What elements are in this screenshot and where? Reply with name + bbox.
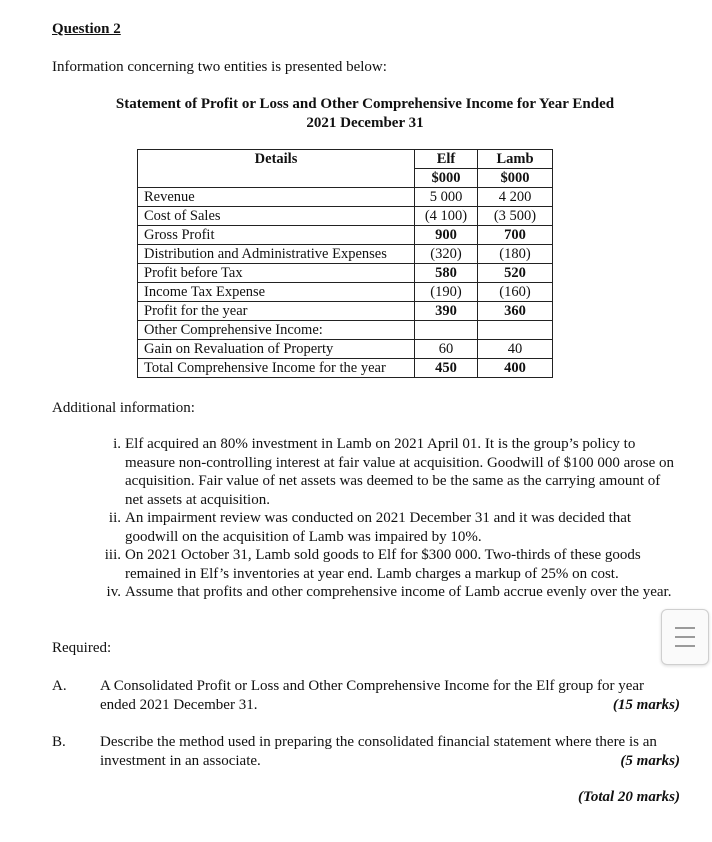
required-heading: Required: [52,640,112,656]
lamb-value: 360 [478,302,553,321]
row-label: Total Comprehensive Income for the year [138,359,415,378]
additional-info-list [98,435,682,602]
row-label: Other Comprehensive Income: [138,321,415,340]
item-text: On 2021 October 31, Lamb sold goods to Elf for $300 000. Two-thirds of these goods remained in Elf’s inventories at year end. Lamb charges a markup of 25% on cost. [125,547,641,582]
elf-value: 580 [415,264,478,283]
row-label: Gain on Revaluation of Property [138,340,415,359]
part-text: A Consolidated Profit or Loss and Other Comprehensive Income for the Elf group for year ended 2021 December 31. [100,678,645,713]
elf-value: 900 [415,226,478,245]
item-number: iii. [104,547,121,563]
lamb-value: (180) [478,245,553,264]
item-text: Elf acquired an 80% investment in Lamb on 2021 April 01. It is the group’s policy to measure non-controlling interest at fair value at acquisition. Goodwill of $100 000 arose on acquisition. Fair value of net assets was deemed to be the same as the carrying amount of net assets at acquisition. [125,436,675,508]
table-row [138,188,553,207]
row-label: Cost of Sales [138,207,415,226]
row-label: Distribution and Administrative Expenses [138,245,415,264]
part-letter: A. [52,678,67,694]
lamb-value: 400 [478,359,553,378]
question-title: Question 2 [52,21,121,37]
table-units-row [138,169,553,188]
elf-value: 5 000 [415,188,478,207]
details-header: Details [138,150,415,169]
statement-title-line2: 2021 December 31 [306,115,424,131]
list-item [98,435,682,509]
table-row [138,302,553,321]
elf-value: 390 [415,302,478,321]
lamb-header: Lamb [478,150,553,169]
statement-title-line1: Statement of Profit or Loss and Other Comprehensive Income for Year Ended [115,96,615,112]
part-text: Describe the method used in preparing the consolidated financial statement where there is an investment in an associate. [100,734,657,769]
lamb-value: 4 200 [478,188,553,207]
table-row [138,207,553,226]
list-item [98,509,682,546]
table-row [138,340,553,359]
additional-info-heading: Additional information: [52,400,195,416]
row-label: Income Tax Expense [138,283,415,302]
table-row [138,321,553,340]
part-marks: (15 marks) [612,696,680,713]
menu-icon-bar [675,645,695,647]
table-row [138,245,553,264]
lamb-value: 700 [478,226,553,245]
menu-icon-bar [675,636,695,638]
elf-units: $000 [415,169,478,188]
lamb-value: (3 500) [478,207,553,226]
elf-value: 60 [415,340,478,359]
statement-title [60,95,670,133]
table-row [138,226,553,245]
elf-value: 450 [415,359,478,378]
row-label: Gross Profit [138,226,415,245]
row-label: Profit before Tax [138,264,415,283]
item-number: iv. [106,584,121,600]
lamb-value: 520 [478,264,553,283]
lamb-value: (160) [478,283,553,302]
list-item [98,583,682,602]
table-row [138,359,553,378]
item-text: An impairment review was conducted on 2021 December 31 and it was decided that goodwill on the acquisition of Lamb was impaired by 10%. [125,510,632,545]
table-row [138,283,553,302]
menu-button[interactable] [661,609,709,665]
units-spacer [138,169,415,188]
elf-value: (4 100) [415,207,478,226]
menu-icon-bar [675,627,695,629]
row-label: Revenue [138,188,415,207]
lamb-units: $000 [478,169,553,188]
total-marks: (Total 20 marks) [578,789,680,805]
row-label: Profit for the year [138,302,415,321]
lamb-value: 40 [478,340,553,359]
elf-value: (320) [415,245,478,264]
list-item [98,546,682,583]
elf-value [415,321,478,340]
elf-value: (190) [415,283,478,302]
part-letter: B. [52,734,66,750]
part-marks: (5 marks) [620,752,680,769]
item-number: ii. [108,510,121,526]
lamb-value [478,321,553,340]
intro-text: Information concerning two entities is presented below: [52,59,387,75]
table-row [138,264,553,283]
item-number: i. [113,436,121,452]
table-header-row [138,150,553,169]
financial-table [137,149,553,378]
item-text: Assume that profits and other comprehensive income of Lamb accrue evenly over the year. [125,584,672,600]
elf-header: Elf [415,150,478,169]
required-part-b [52,733,680,770]
required-part-a [52,677,680,714]
